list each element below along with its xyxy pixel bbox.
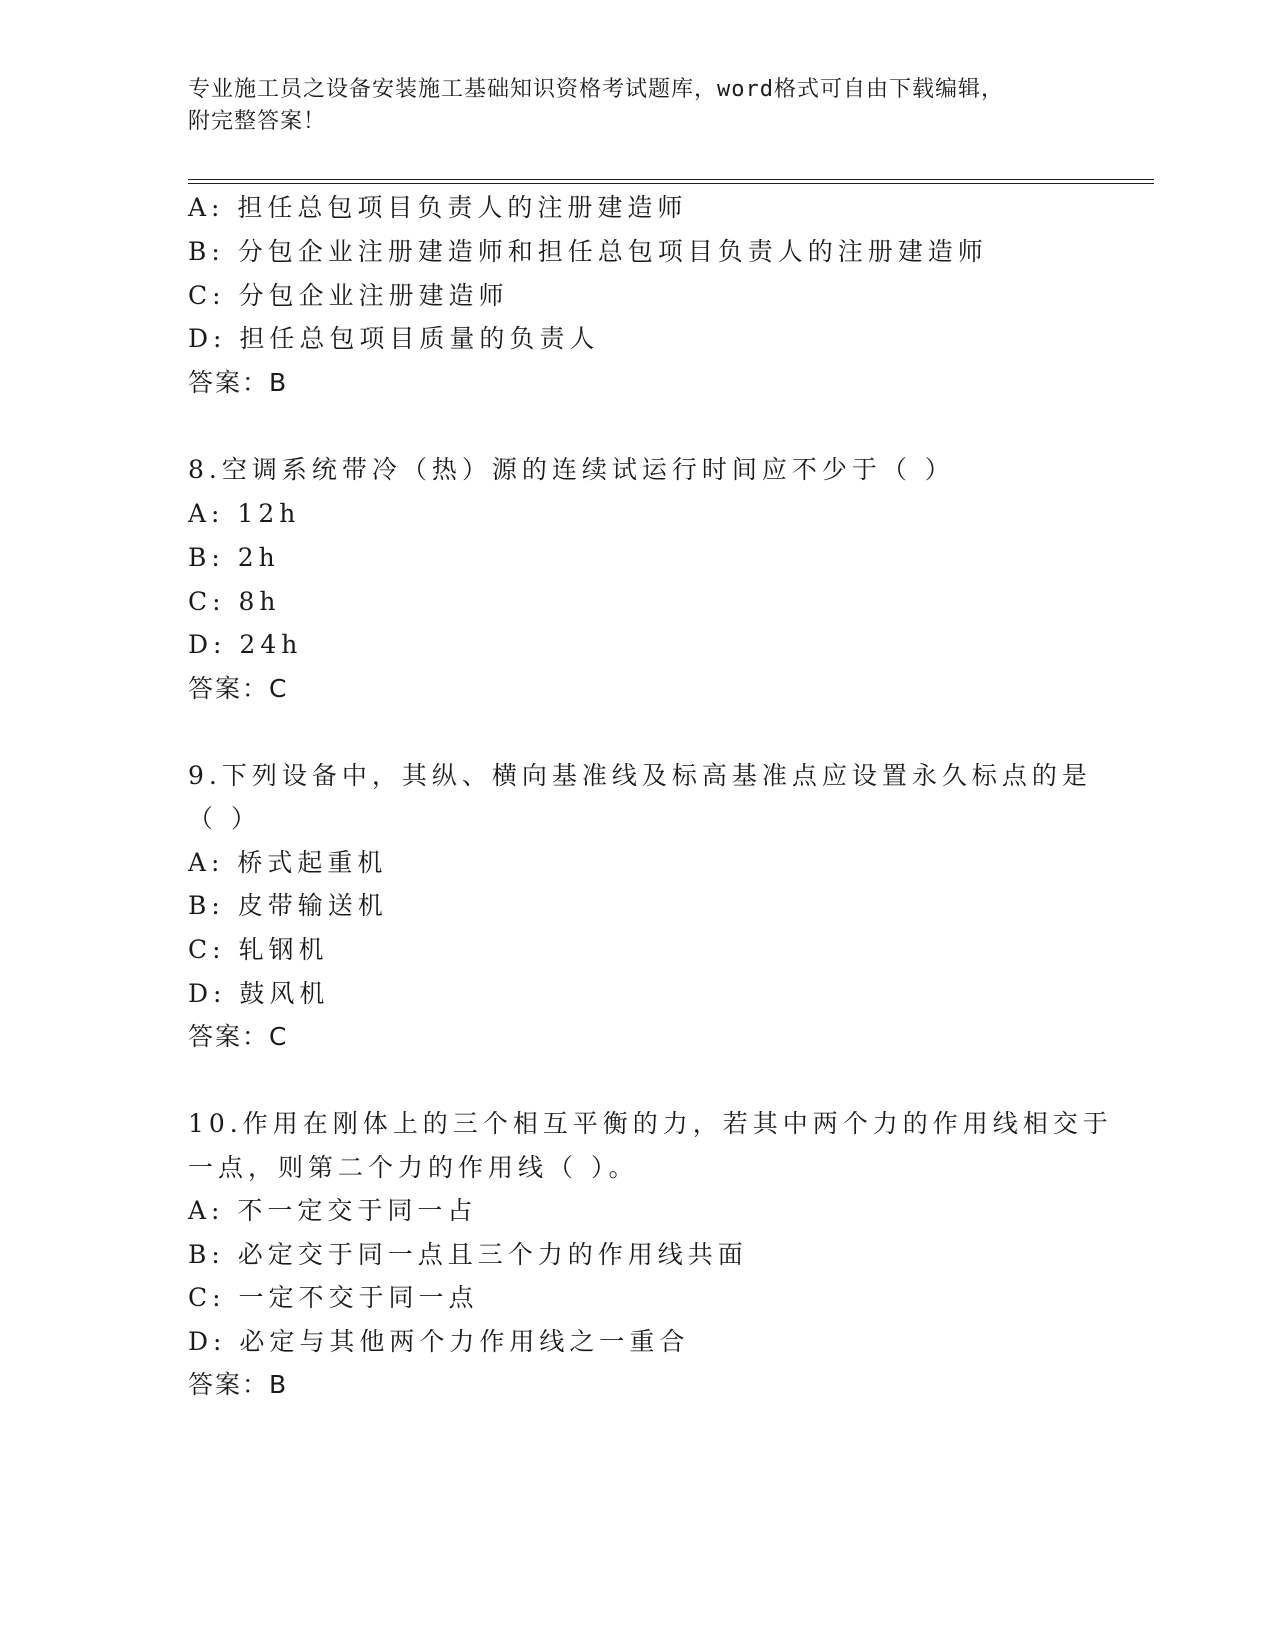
document-header	[188, 74, 1088, 138]
q10-option-c: C: 一定不交于同一点	[188, 1283, 479, 1312]
q8-option-c: C: 8h	[188, 587, 281, 616]
q9-option-c: C: 轧钢机	[188, 935, 329, 964]
q9-answer: 答案：C	[188, 1022, 289, 1051]
q7-option-c: C: 分包企业注册建造师	[188, 281, 509, 310]
q7-option-b: B: 分包企业注册建造师和担任总包项目负责人的注册建造师	[188, 237, 988, 266]
q7-option-a: A: 担任总包项目负责人的注册建造师	[188, 193, 688, 222]
q10-option-b: B: 必定交于同一点且三个力的作用线共面	[188, 1240, 748, 1269]
q8-option-b: B: 2h	[188, 543, 280, 572]
q7-option-d: D: 担任总包项目质量的负责人	[188, 324, 600, 353]
q10-option-d: D: 必定与其他两个力作用线之一重合	[188, 1327, 690, 1356]
q8-answer: 答案：C	[188, 674, 289, 703]
header-line-2: 附完整答案！	[188, 109, 327, 134]
q8-option-d: D: 24h	[188, 630, 303, 659]
header-divider	[188, 179, 1154, 184]
q10-answer: 答案：B	[188, 1370, 289, 1399]
q8-option-a: A: 12h	[188, 499, 301, 528]
q8-stem: 8.空调系统带冷（热）源的连续试运行时间应不少于（ ）	[188, 455, 955, 484]
q9-option-b: B: 皮带输送机	[188, 891, 388, 920]
q7-answer: 答案：B	[188, 368, 289, 397]
header-line-1: 专业施工员之设备安装施工基础知识资格考试题库，word格式可自由下载编辑，	[188, 77, 1004, 102]
q9-stem-line-1: 9.下列设备中，其纵、横向基准线及标高基准点应设置永久标点的是	[188, 761, 1092, 790]
q10-stem-line-1: 10.作用在刚体上的三个相互平衡的力，若其中两个力的作用线相交于	[188, 1109, 1113, 1138]
q10-stem-line-2: 一点，则第二个力的作用线（ ）。	[188, 1153, 639, 1182]
q9-option-d: D: 鼓风机	[188, 979, 330, 1008]
q10-option-a: A: 不一定交于同一占	[188, 1196, 478, 1225]
q9-stem-line-2: （ ）	[188, 804, 261, 833]
q9-option-a: A: 桥式起重机	[188, 848, 388, 877]
